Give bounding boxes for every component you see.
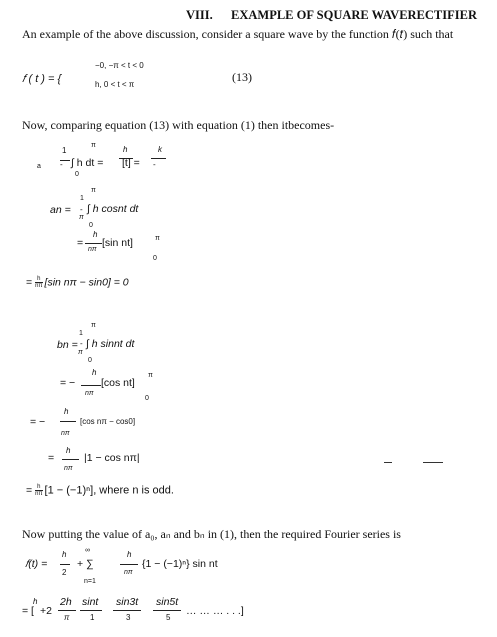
- bn5-fraction-den: nπ: [35, 491, 43, 497]
- an-one: 1: [80, 195, 84, 202]
- bn-pi-denominator: π: [78, 349, 83, 356]
- bn2-bracket: [cos nt]: [101, 377, 135, 389]
- series-sum: + ∑: [77, 558, 94, 570]
- bn5-line: [26, 484, 174, 497]
- series-two-den: 2: [62, 568, 67, 577]
- an3-fraction-num: h: [35, 276, 42, 283]
- bn-zero-lower: 0: [88, 357, 92, 364]
- an-zero-lower: 0: [89, 222, 93, 229]
- def-case-2: h, 0 < t < π: [95, 80, 135, 89]
- final-one: 1: [90, 613, 95, 622]
- a0-tail: -: [153, 160, 156, 169]
- final-frac-den: π: [64, 613, 70, 622]
- stray-mark-long: [423, 462, 443, 463]
- compare-sentence: Now, comparing equation (13) with equation (1) then itbecomes-: [22, 118, 335, 132]
- final-sin5t: sin5t: [156, 596, 179, 608]
- bn4-denominator: nπ: [64, 465, 73, 472]
- bn-integral: ∫ h sinnt dt: [86, 338, 135, 350]
- an-integral: ∫ h cosnt dt: [87, 203, 139, 215]
- bn4-body: |1 − cos nπ|: [84, 452, 140, 464]
- an2-denominator: nπ: [88, 246, 97, 253]
- series-frac2-den: nπ: [124, 569, 133, 576]
- bn2-denominator: nπ: [85, 390, 94, 397]
- bn5-fraction-num: h: [35, 484, 42, 491]
- bn-lhs: bn =: [57, 339, 78, 351]
- a0-k-top: k: [158, 145, 162, 154]
- series-lhs: 𝑓(t) =: [25, 558, 48, 570]
- bn2-h: h: [92, 368, 97, 377]
- a0-label: a: [37, 163, 41, 170]
- section-heading: [186, 8, 477, 23]
- final-plus-two: +2: [40, 605, 52, 617]
- bn-dash: -: [80, 339, 83, 348]
- an2-pi-upper: π: [155, 235, 160, 242]
- intro-paragraph: An example of the above discussion, consider a square wave by the function 𝑓(𝑡) such that: [22, 27, 454, 41]
- series-infinity: ∞: [85, 547, 90, 554]
- stray-mark-short: [384, 462, 392, 463]
- final-h-top: h: [33, 597, 38, 606]
- bn3-bracket: [cos nπ − cos0]: [80, 417, 136, 426]
- an2-zero-lower: 0: [153, 255, 157, 262]
- def-lhs: 𝑓 ( t ) = {: [22, 73, 62, 85]
- a0-zero-lower: 0: [75, 171, 79, 178]
- bn2-pi-upper: π: [148, 372, 153, 379]
- bn5-rest: [1 − (−1)ⁿ], where n is odd.: [44, 484, 174, 497]
- series-n-equals-1: n=1: [84, 578, 96, 585]
- bn-pi-top: π: [91, 322, 96, 329]
- bn5-equals: =: [26, 484, 36, 497]
- final-sin3t: sin3t: [116, 596, 139, 608]
- an3-equals: =: [26, 276, 36, 289]
- final-lead: = [: [22, 605, 34, 617]
- series-frac2-num: h: [127, 550, 132, 559]
- a0-one: 1: [62, 146, 67, 155]
- series-intro: Now putting the value of a₀, aₙ and bₙ in (1), then the required Fourier series is: [22, 527, 401, 541]
- an-pi-denominator: π: [79, 214, 84, 221]
- bn3-lead: = −: [30, 416, 46, 428]
- section-number: VIII.: [186, 8, 213, 22]
- section-title: EXAMPLE OF SQUARE WAVERECTIFIER: [231, 8, 477, 22]
- a0-pi-top: π: [91, 142, 96, 149]
- an3-fraction-den: nπ: [35, 283, 43, 289]
- bn3-h: h: [64, 407, 69, 416]
- bn4-lead: =: [48, 452, 55, 464]
- final-frac-num: 2h: [60, 596, 72, 608]
- bn-one: 1: [79, 330, 83, 337]
- a0-result: [t] =: [122, 157, 140, 169]
- an-pi-top: π: [91, 187, 96, 194]
- a0-dash: -: [60, 160, 63, 169]
- an2-h: h: [93, 230, 98, 239]
- a0-integral: ∫ h dt =: [71, 157, 104, 169]
- series-h-num: h: [62, 550, 67, 559]
- bn3-denominator: nπ: [61, 430, 70, 437]
- an2-bracket: [sin nt]: [102, 237, 133, 249]
- an3-line: [26, 276, 129, 289]
- bn4-h: h: [66, 446, 71, 455]
- final-dots: … … … . . .]: [186, 605, 244, 617]
- an-lhs: an =: [50, 204, 71, 216]
- an2-equals: =: [77, 237, 84, 249]
- equation-number-13: (13): [232, 70, 252, 84]
- a0-h-top: h: [123, 145, 128, 154]
- def-case-1: −0, −π < t < 0: [95, 61, 144, 70]
- an3-rest: [sin nπ − sin0] = 0: [44, 276, 129, 289]
- final-sint: sint: [82, 596, 99, 608]
- final-three: 3: [126, 613, 131, 622]
- bn2-lead: = −: [60, 377, 76, 389]
- an-dash: -: [80, 205, 83, 214]
- bn2-zero-lower: 0: [145, 395, 149, 402]
- final-five: 5: [166, 613, 171, 622]
- series-rest: {1 − (−1)ⁿ} sin nt: [142, 558, 218, 570]
